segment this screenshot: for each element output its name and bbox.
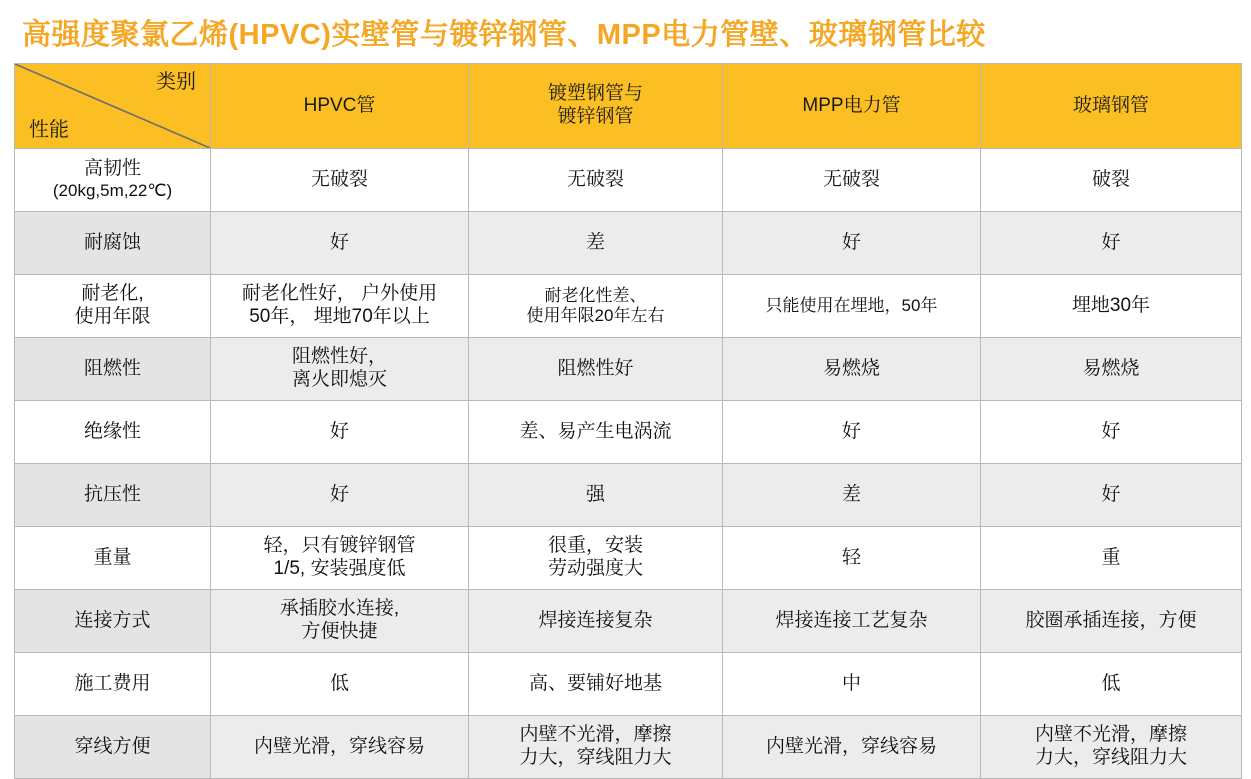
- table-cell: 无破裂: [723, 149, 981, 212]
- table-cell: 好: [211, 464, 469, 527]
- table-cell: 很重，安装 劳动强度大: [469, 527, 723, 590]
- page-title: 高强度聚氯乙烯(HPVC)实壁管与镀锌钢管、MPP电力管壁、玻璃钢管比较: [22, 19, 986, 51]
- row-label-line1: 重量: [93, 546, 132, 568]
- table-row: [15, 149, 1242, 212]
- table-header: [15, 64, 1242, 149]
- table-cell: 承插胶水连接, 方便快捷: [211, 590, 469, 653]
- table-cell: 阻燃性好， 离火即熄灭: [211, 338, 469, 401]
- column-header-galvanized: [469, 64, 723, 149]
- table-cell: 好: [723, 212, 981, 275]
- table-cell: 易燃烧: [723, 338, 981, 401]
- table-cell: 内壁不光滑，摩擦 力大，穿线阻力大: [469, 716, 723, 779]
- table-cell: 内壁光滑，穿线容易: [211, 716, 469, 779]
- table-body: [15, 149, 1242, 779]
- table-cell: 破裂: [981, 149, 1242, 212]
- row-label: [15, 275, 211, 338]
- column-header-frp: [981, 64, 1242, 149]
- column-header-mpp-line1: MPP电力管: [802, 94, 901, 116]
- row-label: [15, 338, 211, 401]
- table-cell: 强: [469, 464, 723, 527]
- table-cell: 耐老化性差、 使用年限20年左右: [469, 275, 723, 338]
- row-label: [15, 464, 211, 527]
- table-cell: 只能使用在埋地，50年: [723, 275, 981, 338]
- table-cell: 耐老化性好， 户外使用 50年， 埋地70年以上: [211, 275, 469, 338]
- row-label-line2: 使用年限: [74, 306, 151, 327]
- row-label: [15, 149, 211, 212]
- column-header-frp-line1: 玻璃钢管: [1072, 94, 1149, 116]
- table-cell: 差: [469, 212, 723, 275]
- comparison-table: [14, 63, 1242, 779]
- column-header-mpp: [723, 64, 981, 149]
- table-cell: 轻: [723, 527, 981, 590]
- table-cell: 好: [981, 464, 1242, 527]
- column-header-galvanized-line2: 镀锌钢管: [557, 106, 634, 127]
- row-label: [15, 212, 211, 275]
- row-label-line1: 阻燃性: [83, 357, 141, 379]
- corner-property-label: 性能: [29, 119, 69, 141]
- table-cell: 好: [723, 401, 981, 464]
- table-cell: 好: [981, 401, 1242, 464]
- row-label: [15, 401, 211, 464]
- table-cell: 埋地30年: [981, 275, 1242, 338]
- table-cell: 好: [211, 212, 469, 275]
- table-cell: 低: [981, 653, 1242, 716]
- row-label-line1: 连接方式: [74, 609, 151, 631]
- table-row: [15, 338, 1242, 401]
- row-label-line1: 耐老化,: [81, 283, 144, 305]
- row-label: [15, 527, 211, 590]
- row-label: [15, 590, 211, 653]
- row-label-line1: 穿线方便: [74, 735, 151, 757]
- table-cell: 阻燃性好: [469, 338, 723, 401]
- table-cell: 好: [211, 401, 469, 464]
- table-row: [15, 716, 1242, 779]
- table-cell: 内壁光滑，穿线容易: [723, 716, 981, 779]
- table-cell: 重: [981, 527, 1242, 590]
- column-header-hpvc-line1: HPVC管: [303, 94, 376, 116]
- row-label-line1: 绝缘性: [83, 420, 141, 442]
- comparison-table-container: [0, 63, 1251, 779]
- row-label: [15, 653, 211, 716]
- table-cell: 内壁不光滑，摩擦 力大，穿线阻力大: [981, 716, 1242, 779]
- table-row: [15, 464, 1242, 527]
- row-label-line2: (20kg,5m,22℃): [52, 181, 173, 201]
- table-row: [15, 401, 1242, 464]
- table-cell: 焊接连接复杂: [469, 590, 723, 653]
- table-cell: 差、易产生电涡流: [469, 401, 723, 464]
- column-header-hpvc: [211, 64, 469, 149]
- table-row: [15, 590, 1242, 653]
- table-cell: 高、要铺好地基: [469, 653, 723, 716]
- table-cell: 轻，只有镀锌钢管 1/5, 安装强度低: [211, 527, 469, 590]
- table-cell: 无破裂: [469, 149, 723, 212]
- table-row: [15, 275, 1242, 338]
- table-cell: 无破裂: [211, 149, 469, 212]
- table-row: [15, 653, 1242, 716]
- table-cell: 焊接连接工艺复杂: [723, 590, 981, 653]
- corner-category-label: 类别: [156, 71, 196, 93]
- corner-header-cell: [15, 64, 211, 149]
- table-cell: 中: [723, 653, 981, 716]
- table-cell: 低: [211, 653, 469, 716]
- table-cell: 差: [723, 464, 981, 527]
- row-label-line1: 高韧性: [83, 158, 141, 180]
- table-cell: 好: [981, 212, 1242, 275]
- column-header-galvanized-line1: 镀塑钢管与: [547, 83, 643, 105]
- header-row: [15, 64, 1242, 149]
- table-row: [15, 212, 1242, 275]
- row-label-line1: 抗压性: [83, 483, 141, 505]
- table-cell: 胶圈承插连接，方便: [981, 590, 1242, 653]
- row-label-line1: 耐腐蚀: [83, 231, 141, 253]
- table-cell: 易燃烧: [981, 338, 1242, 401]
- row-label: [15, 716, 211, 779]
- table-row: [15, 527, 1242, 590]
- row-label-line1: 施工费用: [74, 672, 151, 694]
